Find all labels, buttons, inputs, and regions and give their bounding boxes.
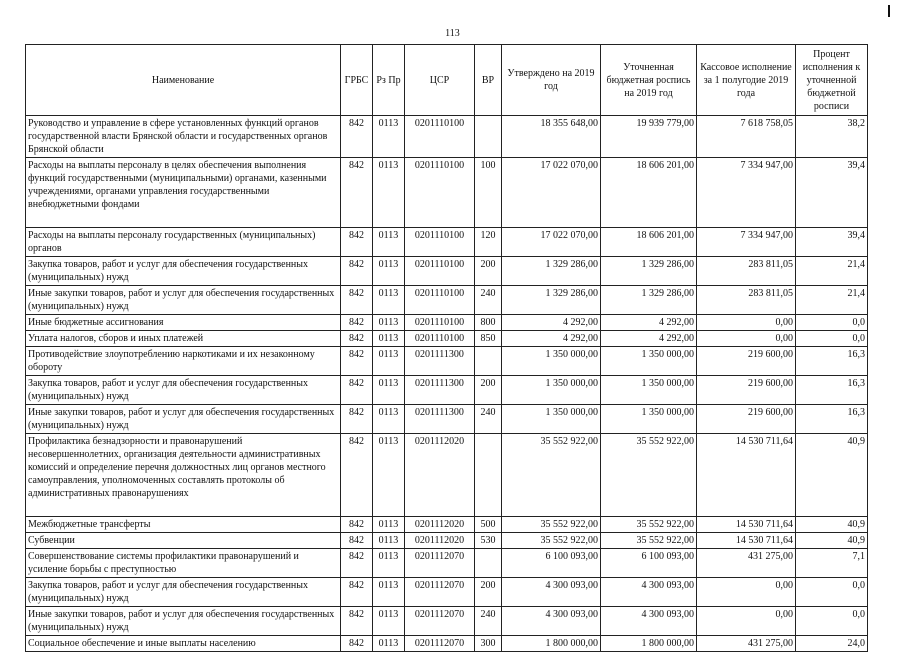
cell-approved: 1 350 000,00 (502, 347, 601, 376)
cell-revised: 35 552 922,00 (601, 517, 697, 533)
header-name: Наименование (26, 45, 341, 116)
cell-grbs: 842 (341, 578, 373, 607)
cell-percent: 39,4 (796, 158, 868, 228)
cell-grbs: 842 (341, 347, 373, 376)
cell-name: Закупка товаров, работ и услуг для обеспечения государственных (муниципальных) нужд (26, 376, 341, 405)
cell-csr: 0201110100 (405, 158, 475, 228)
cell-approved: 1 350 000,00 (502, 376, 601, 405)
cell-approved: 35 552 922,00 (502, 517, 601, 533)
table-row (26, 578, 868, 607)
cell-csr: 0201112020 (405, 434, 475, 517)
cell-grbs: 842 (341, 405, 373, 434)
cell-revised: 4 292,00 (601, 331, 697, 347)
header-rzpr: Рз Пр (373, 45, 405, 116)
cell-name: Социальное обеспечение и иные выплаты населению (26, 636, 341, 652)
cell-grbs: 842 (341, 376, 373, 405)
cell-revised: 35 552 922,00 (601, 434, 697, 517)
cell-rzpr: 0113 (373, 405, 405, 434)
cell-csr: 0201110100 (405, 286, 475, 315)
table-row (26, 405, 868, 434)
table-row (26, 315, 868, 331)
cell-name: Расходы на выплаты персоналу в целях обеспечения выполнения функций государственными (муниципальными) органами, казенными учреждениями, органами управления государственными внебюджетными фондами (26, 158, 341, 228)
cell-percent: 0,0 (796, 315, 868, 331)
cell-grbs: 842 (341, 158, 373, 228)
cell-vr: 200 (475, 376, 502, 405)
cell-percent: 0,0 (796, 331, 868, 347)
cell-vr: 500 (475, 517, 502, 533)
cell-approved: 1 800 000,00 (502, 636, 601, 652)
cell-cash: 0,00 (697, 331, 796, 347)
table-row (26, 228, 868, 257)
cell-vr: 200 (475, 257, 502, 286)
cell-approved: 4 300 093,00 (502, 578, 601, 607)
cell-cash: 283 811,05 (697, 286, 796, 315)
cell-grbs: 842 (341, 228, 373, 257)
header-vr: ВР (475, 45, 502, 116)
cell-revised: 4 300 093,00 (601, 578, 697, 607)
cell-csr: 0201112070 (405, 549, 475, 578)
cell-percent: 40,9 (796, 533, 868, 549)
cell-revised: 1 350 000,00 (601, 376, 697, 405)
cell-rzpr: 0113 (373, 533, 405, 549)
cell-csr: 0201110100 (405, 257, 475, 286)
cell-approved: 4 292,00 (502, 315, 601, 331)
cell-rzpr: 0113 (373, 315, 405, 331)
cell-rzpr: 0113 (373, 434, 405, 517)
cell-name: Закупка товаров, работ и услуг для обеспечения государственных (муниципальных) нужд (26, 578, 341, 607)
cell-revised: 4 300 093,00 (601, 607, 697, 636)
cell-cash: 431 275,00 (697, 636, 796, 652)
cell-cash: 0,00 (697, 607, 796, 636)
cell-percent: 0,0 (796, 607, 868, 636)
cell-percent: 16,3 (796, 405, 868, 434)
cell-approved: 35 552 922,00 (502, 434, 601, 517)
cell-name: Уплата налогов, сборов и иных платежей (26, 331, 341, 347)
cell-grbs: 842 (341, 533, 373, 549)
header-csr: ЦСР (405, 45, 475, 116)
cell-vr: 240 (475, 607, 502, 636)
table-row (26, 533, 868, 549)
header-percent: Процент исполнения к уточненной бюджетной росписи (796, 45, 868, 116)
cell-percent: 40,9 (796, 517, 868, 533)
page-number: 113 (445, 28, 460, 39)
cell-name: Противодействие злоупотреблению наркотиками и их незаконному обороту (26, 347, 341, 376)
cell-vr: 240 (475, 405, 502, 434)
cell-csr: 0201110100 (405, 228, 475, 257)
cell-grbs: 842 (341, 434, 373, 517)
cell-revised: 6 100 093,00 (601, 549, 697, 578)
cell-revised: 1 329 286,00 (601, 257, 697, 286)
cell-name: Совершенствование системы профилактики правонарушений и усиление борьбы с преступностью (26, 549, 341, 578)
cell-cash: 219 600,00 (697, 376, 796, 405)
cell-rzpr: 0113 (373, 257, 405, 286)
table-row (26, 434, 868, 517)
cell-percent: 40,9 (796, 434, 868, 517)
cell-percent: 38,2 (796, 116, 868, 158)
cell-cash: 219 600,00 (697, 347, 796, 376)
cell-approved: 35 552 922,00 (502, 533, 601, 549)
table-row (26, 607, 868, 636)
cell-grbs: 842 (341, 257, 373, 286)
cell-vr: 300 (475, 636, 502, 652)
cell-cash: 283 811,05 (697, 257, 796, 286)
table-row (26, 376, 868, 405)
cell-csr: 0201112070 (405, 578, 475, 607)
cell-grbs: 842 (341, 331, 373, 347)
cell-vr: 850 (475, 331, 502, 347)
cell-percent: 0,0 (796, 578, 868, 607)
cell-revised: 1 350 000,00 (601, 347, 697, 376)
cell-rzpr: 0113 (373, 578, 405, 607)
cell-approved: 18 355 648,00 (502, 116, 601, 158)
cell-cash: 219 600,00 (697, 405, 796, 434)
cell-name: Закупка товаров, работ и услуг для обеспечения государственных (муниципальных) нужд (26, 257, 341, 286)
table-row (26, 331, 868, 347)
cell-cash: 7 334 947,00 (697, 228, 796, 257)
cell-percent: 7,1 (796, 549, 868, 578)
cell-grbs: 842 (341, 286, 373, 315)
header-cash: Кассовое исполнение за 1 полугодие 2019 года (697, 45, 796, 116)
cell-grbs: 842 (341, 636, 373, 652)
cell-csr: 0201110100 (405, 315, 475, 331)
budget-table (25, 44, 868, 652)
cell-revised: 18 606 201,00 (601, 158, 697, 228)
cell-grbs: 842 (341, 517, 373, 533)
table-row (26, 116, 868, 158)
cell-csr: 0201111300 (405, 405, 475, 434)
cell-rzpr: 0113 (373, 286, 405, 315)
cell-rzpr: 0113 (373, 347, 405, 376)
cell-revised: 19 939 779,00 (601, 116, 697, 158)
cell-name: Субвенции (26, 533, 341, 549)
cell-percent: 21,4 (796, 257, 868, 286)
cell-percent: 16,3 (796, 347, 868, 376)
cell-vr: 120 (475, 228, 502, 257)
cell-cash: 14 530 711,64 (697, 533, 796, 549)
header-row (26, 45, 868, 116)
cell-vr: 240 (475, 286, 502, 315)
cell-percent: 24,0 (796, 636, 868, 652)
cell-grbs: 842 (341, 549, 373, 578)
cell-name: Руководство и управление в сфере установленных функций органов государственной власти Брянской области и государственных органов Брянской области (26, 116, 341, 158)
cell-rzpr: 0113 (373, 549, 405, 578)
table-row (26, 158, 868, 228)
cell-cash: 0,00 (697, 578, 796, 607)
cell-csr: 0201111300 (405, 376, 475, 405)
cell-vr: 100 (475, 158, 502, 228)
table-row (26, 549, 868, 578)
cell-approved: 1 329 286,00 (502, 286, 601, 315)
cell-csr: 0201110100 (405, 116, 475, 158)
cell-percent: 16,3 (796, 376, 868, 405)
cell-revised: 1 350 000,00 (601, 405, 697, 434)
header-revised: Уточненная бюджетная роспись на 2019 год (601, 45, 697, 116)
cell-cash: 7 334 947,00 (697, 158, 796, 228)
cell-revised: 1 800 000,00 (601, 636, 697, 652)
table-row (26, 636, 868, 652)
cell-approved: 6 100 093,00 (502, 549, 601, 578)
cell-rzpr: 0113 (373, 376, 405, 405)
cell-rzpr: 0113 (373, 607, 405, 636)
cell-rzpr: 0113 (373, 517, 405, 533)
cell-revised: 18 606 201,00 (601, 228, 697, 257)
cell-cash: 14 530 711,64 (697, 434, 796, 517)
cell-rzpr: 0113 (373, 158, 405, 228)
cell-percent: 39,4 (796, 228, 868, 257)
cell-cash: 431 275,00 (697, 549, 796, 578)
cell-approved: 1 329 286,00 (502, 257, 601, 286)
cell-grbs: 842 (341, 607, 373, 636)
cell-name: Иные бюджетные ассигнования (26, 315, 341, 331)
cell-name: Иные закупки товаров, работ и услуг для обеспечения государственных (муниципальных) нужд (26, 405, 341, 434)
cell-grbs: 842 (341, 315, 373, 331)
cell-csr: 0201112070 (405, 636, 475, 652)
cell-csr: 0201112070 (405, 607, 475, 636)
cell-vr (475, 116, 502, 158)
cell-approved: 4 292,00 (502, 331, 601, 347)
cell-csr: 0201111300 (405, 347, 475, 376)
cell-cash: 14 530 711,64 (697, 517, 796, 533)
cell-csr: 0201112020 (405, 517, 475, 533)
cell-cash: 0,00 (697, 315, 796, 331)
cell-vr (475, 549, 502, 578)
cell-vr: 530 (475, 533, 502, 549)
cell-name: Иные закупки товаров, работ и услуг для обеспечения государственных (муниципальных) нужд (26, 286, 341, 315)
cell-rzpr: 0113 (373, 331, 405, 347)
cell-rzpr: 0113 (373, 116, 405, 158)
cell-cash: 7 618 758,05 (697, 116, 796, 158)
cell-csr: 0201110100 (405, 331, 475, 347)
cell-vr (475, 434, 502, 517)
cell-approved: 17 022 070,00 (502, 158, 601, 228)
cell-approved: 17 022 070,00 (502, 228, 601, 257)
cell-name: Расходы на выплаты персоналу государственных (муниципальных) органов (26, 228, 341, 257)
cell-rzpr: 0113 (373, 228, 405, 257)
cell-revised: 1 329 286,00 (601, 286, 697, 315)
header-approved: Утверждено на 2019 год (502, 45, 601, 116)
cell-approved: 1 350 000,00 (502, 405, 601, 434)
table-row (26, 517, 868, 533)
table-row (26, 286, 868, 315)
scan-mark (888, 5, 890, 17)
cell-rzpr: 0113 (373, 636, 405, 652)
cell-revised: 35 552 922,00 (601, 533, 697, 549)
header-grbs: ГРБС (341, 45, 373, 116)
cell-name: Иные закупки товаров, работ и услуг для обеспечения государственных (муниципальных) нужд (26, 607, 341, 636)
cell-approved: 4 300 093,00 (502, 607, 601, 636)
cell-name: Межбюджетные трансферты (26, 517, 341, 533)
cell-vr: 800 (475, 315, 502, 331)
cell-grbs: 842 (341, 116, 373, 158)
cell-revised: 4 292,00 (601, 315, 697, 331)
cell-vr: 200 (475, 578, 502, 607)
cell-name: Профилактика безнадзорности и правонарушений несовершеннолетних, организация деятельности административных комиссий и определение перечня должностных лиц органов местного самоуправления, уполномоченных составлять протоколы об административных правонарушениях (26, 434, 341, 517)
cell-percent: 21,4 (796, 286, 868, 315)
table-row (26, 347, 868, 376)
table-row (26, 257, 868, 286)
cell-vr (475, 347, 502, 376)
cell-csr: 0201112020 (405, 533, 475, 549)
